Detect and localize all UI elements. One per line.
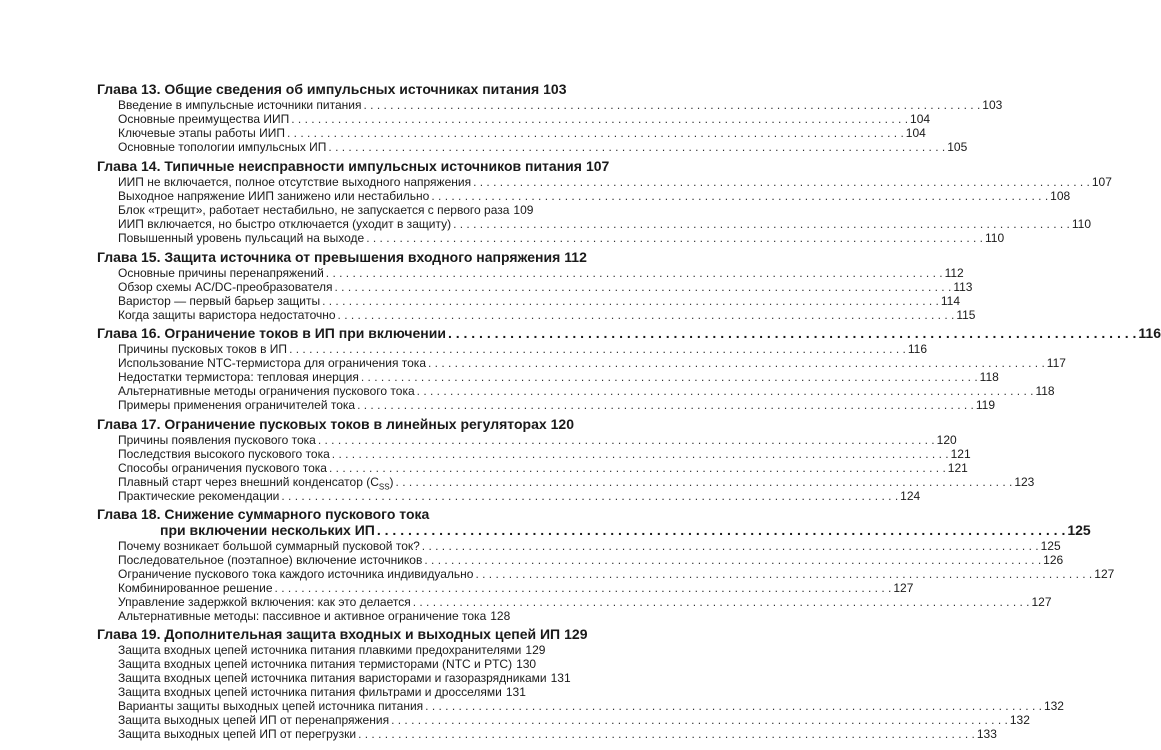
- toc-entry[interactable]: [118, 203, 534, 217]
- entry-page: 110: [985, 231, 1005, 245]
- entry-page: 127: [1094, 567, 1115, 581]
- toc-entry[interactable]: [118, 189, 1071, 203]
- toc-entry[interactable]: [118, 581, 914, 595]
- entry-title: ИИП не включается, полное отсутствие выходного напряжения: [118, 175, 472, 189]
- entry-title: Защита выходных цепей ИП от перегрузки: [118, 727, 357, 741]
- entry-title: Повышенный уровень пульсаций на выходе: [118, 231, 365, 245]
- entry-page: 129: [525, 643, 546, 657]
- entry-page: 128: [490, 609, 511, 623]
- entry-page: 127: [893, 581, 914, 595]
- toc-entry[interactable]: [118, 217, 1092, 231]
- subscript-ss: SS: [378, 482, 390, 492]
- entry-title: Альтернативные методы ограничения пускового тока: [118, 384, 415, 398]
- toc-entry[interactable]: [118, 308, 976, 322]
- toc-entry[interactable]: [118, 553, 1064, 567]
- entry-title: Когда защиты варистора недостаточно: [118, 308, 336, 322]
- toc-entry[interactable]: [118, 643, 546, 657]
- entry-title: Защита входных цепей источника питания варисторами и газоразрядниками: [118, 671, 547, 685]
- toc-entry[interactable]: [118, 175, 1112, 189]
- chapter-title: Глава 15. Защита источника от превышения входного напряжения: [97, 249, 561, 265]
- entry-title: Защита входных цепей источника питания фильтрами и дросселями: [118, 685, 502, 699]
- toc-entry[interactable]: [118, 370, 999, 384]
- toc-entry[interactable]: [118, 384, 1055, 398]
- entry-title: Введение в импульсные источники питания: [118, 98, 362, 112]
- entry-page: 130: [516, 657, 537, 671]
- toc-entry[interactable]: [118, 280, 973, 294]
- entry-title: Альтернативные методы: пассивное и активное ограничение тока: [118, 609, 487, 623]
- entry-title: Практические рекомендации: [118, 489, 280, 503]
- entry-title: Почему возникает большой суммарный пусковой ток?: [118, 539, 420, 553]
- toc-entry[interactable]: [118, 727, 997, 741]
- chapter-heading[interactable]: [97, 325, 1161, 341]
- toc-entry[interactable]: [118, 266, 964, 280]
- toc-entry[interactable]: [118, 342, 927, 356]
- chapter-heading[interactable]: [97, 81, 567, 97]
- entry-page: 125: [1040, 539, 1061, 553]
- entry-page: 113: [953, 280, 973, 294]
- entry-page: 126: [1043, 553, 1064, 567]
- chapter-page: 116: [1138, 325, 1161, 341]
- chapter-heading-line1[interactable]: Глава 18. Снижение суммарного пускового тока: [97, 506, 430, 522]
- toc-entry[interactable]: [118, 671, 571, 685]
- entry-title: Способы ограничения пускового тока: [118, 461, 327, 475]
- entry-page: 109: [513, 203, 534, 217]
- chapter-title: Глава 17. Ограничение пусковых токов в линейных регуляторах: [97, 416, 547, 432]
- toc-entry[interactable]: [118, 489, 921, 503]
- entry-title: Варианты защиты выходных цепей источника питания: [118, 699, 424, 713]
- entry-page: 108: [1050, 189, 1071, 203]
- chapter-page: 107: [585, 158, 610, 174]
- entry-title: Защита входных цепей источника питания плавкими предохранителями: [118, 643, 522, 657]
- entry-page: 118: [1035, 384, 1055, 398]
- chapter-page: 112: [564, 249, 587, 265]
- toc-entry[interactable]: [118, 461, 968, 475]
- entry-title: Основные причины перенапряжений: [118, 266, 324, 280]
- chapter-page: 120: [550, 416, 574, 432]
- toc-entry[interactable]: [118, 398, 996, 412]
- entry-page: 132: [1043, 699, 1064, 713]
- entry-page: 123: [1014, 475, 1035, 489]
- entry-title: Недостатки термистора: тепловая инерция: [118, 370, 359, 384]
- entry-title: Последствия высокого пускового тока: [118, 447, 330, 461]
- toc-entry[interactable]: [118, 433, 957, 447]
- entry-title: Комбинированное решение: [118, 581, 273, 595]
- entry-title: Причины пусковых токов в ИП: [118, 342, 288, 356]
- entry-page: 132: [1009, 713, 1030, 727]
- entry-page: 124: [900, 489, 921, 503]
- entry-title: Обзор схемы AC/DC-преобразователя: [118, 280, 333, 294]
- toc-entry[interactable]: [118, 713, 1030, 727]
- entry-page: 127: [1031, 595, 1052, 609]
- toc-entry[interactable]: [118, 126, 926, 140]
- toc-entry[interactable]: [118, 699, 1064, 713]
- entry-page: 116: [907, 342, 927, 356]
- toc-entry[interactable]: [118, 231, 1005, 245]
- toc-entry[interactable]: [118, 447, 971, 461]
- toc-entry[interactable]: [118, 140, 968, 154]
- entry-page: 105: [947, 140, 968, 154]
- toc-entry[interactable]: [118, 112, 931, 126]
- entry-title: Управление задержкой включения: как это делается: [118, 595, 411, 609]
- chapter-page: 129: [564, 626, 588, 642]
- entry-page: 133: [976, 727, 997, 741]
- entry-title: Выходное напряжение ИИП занижено или нестабильно: [118, 189, 430, 203]
- chapter-title: Глава 14. Типичные неисправности импульсных источников питания: [97, 158, 582, 174]
- chapter-title: Глава 19. Дополнительная защита входных и выходных цепей ИП: [97, 626, 561, 642]
- entry-title: Последовательное (поэтапное) включение источников: [118, 553, 423, 567]
- entry-title: Защита входных цепей источника питания термисторами (NTC и PTC): [118, 657, 513, 671]
- entry-title: Примеры применения ограничителей тока: [118, 398, 356, 412]
- chapter-page: 103: [543, 81, 567, 97]
- entry-page: 120: [936, 433, 957, 447]
- entry-page: 107: [1091, 175, 1112, 189]
- entry-title: Использование NTC-термистора для ограничения тока: [118, 356, 426, 370]
- entry-page: 104: [905, 126, 926, 140]
- chapter-heading[interactable]: [97, 249, 587, 265]
- toc-entry[interactable]: [118, 595, 1052, 609]
- entry-page: 121: [947, 461, 968, 475]
- entry-page: 117: [1046, 356, 1066, 370]
- chapter-heading[interactable]: [97, 626, 588, 642]
- entry-page: 104: [910, 112, 931, 126]
- entry-page: 112: [944, 266, 964, 280]
- toc-entry[interactable]: [118, 685, 526, 699]
- entry-page: 131: [550, 671, 571, 685]
- entry-page: 118: [979, 370, 999, 384]
- entry-title: Защита выходных цепей ИП от перенапряжения: [118, 713, 390, 727]
- toc-entry[interactable]: [118, 356, 1066, 370]
- entry-page: 131: [505, 685, 526, 699]
- toc-entry[interactable]: [118, 567, 1115, 581]
- entry-title: Основные топологии импульсных ИП: [118, 140, 327, 154]
- chapter-page: 125: [1067, 522, 1091, 538]
- toc-entry[interactable]: [118, 98, 1003, 112]
- entry-page: 119: [975, 398, 996, 412]
- toc-entry[interactable]: [118, 539, 1061, 553]
- chapter-title: при включении нескольких ИП: [160, 522, 375, 538]
- toc-entry[interactable]: [118, 294, 961, 308]
- entry-title: Причины появления пускового тока: [118, 433, 316, 447]
- entry-title: Основные преимущества ИИП: [118, 112, 290, 126]
- entry-title: Варистор — первый барьер защиты: [118, 294, 321, 308]
- entry-page: 103: [982, 98, 1003, 112]
- chapter-title: Глава 13. Общие сведения об импульсных источниках питания: [97, 81, 540, 97]
- chapter-heading[interactable]: [160, 522, 1091, 538]
- entry-page: 115: [956, 308, 976, 322]
- toc-entry[interactable]: [118, 657, 537, 671]
- entry-title: ИИП включается, но быстро отключается (уходит в защиту): [118, 217, 452, 231]
- entry-page: 121: [950, 447, 971, 461]
- toc-entry[interactable]: [118, 609, 511, 623]
- chapter-heading[interactable]: [97, 416, 574, 432]
- entry-page: 114: [940, 294, 961, 308]
- entry-title: Ключевые этапы работы ИИП: [118, 126, 285, 140]
- entry-title: Плавный старт через внешний конденсатор $(C_{SS})$: [118, 475, 394, 492]
- entry-page: 110: [1071, 217, 1092, 231]
- entry-title: Блок «трещит», работает нестабильно, не запускается с первого раза: [118, 203, 510, 217]
- chapter-title: Глава 16. Ограничение токов в ИП при включении: [97, 325, 446, 341]
- chapter-heading[interactable]: [97, 158, 610, 174]
- entry-title: Ограничение пускового тока каждого источника индивидуально: [118, 567, 474, 581]
